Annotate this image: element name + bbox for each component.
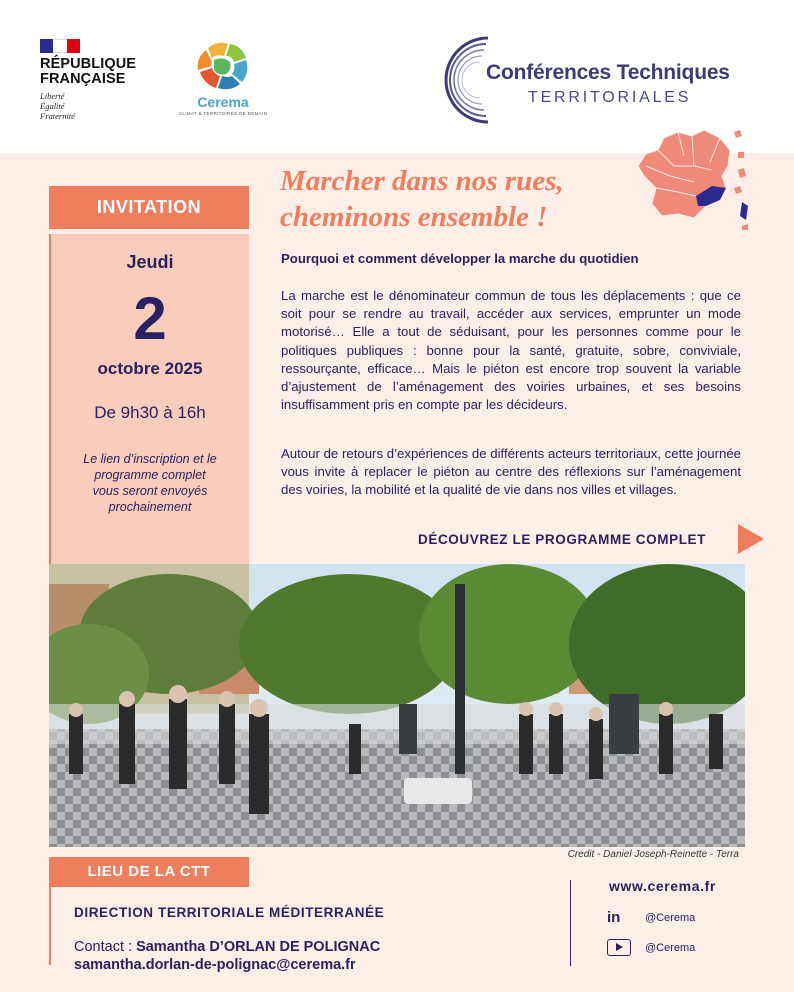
arrow-right-icon[interactable] [738,524,764,554]
linkedin-icon[interactable]: in [607,909,621,926]
photo-credit: Credit - Daniel Joseph-Reinette - Terra [567,849,739,860]
event-day-name: Jeudi [126,252,174,272]
invitation-panel [49,234,249,564]
event-month-year: octobre 2025 [97,359,203,378]
contact-line [74,939,380,955]
event-photo [49,564,745,847]
footer-divider [570,880,571,966]
cerema-logo [173,38,273,116]
venue-accent-bar [49,887,51,965]
youtube-handle[interactable]: @Cerema [645,941,696,954]
event-day-number: 2 [133,285,167,352]
marianne-flag-icon [40,39,80,53]
cerema-name: Cerema [197,94,249,110]
contact-name: Samantha D’ORLAN DE POLIGNAC [136,939,381,955]
venue-badge: LIEU DE LA CTT [49,857,249,887]
ctt-logo [428,34,758,126]
youtube-icon[interactable] [607,939,631,956]
youtube-link[interactable] [607,939,695,956]
contact-label: Contact : [74,939,137,955]
ctt-title-line1: Conférences Techniques [486,61,730,84]
republique-motto: Liberté Égalité Fraternité [40,91,75,121]
cerema-tagline: CLIMAT & TERRITOIRES DE DEMAIN [178,111,268,116]
invitation-badge: INVITATION [49,186,249,229]
event-subtitle: Pourquoi et comment développer la marche du quotidien [281,251,639,266]
france-map-icon [634,126,754,230]
republique-francaise-logo [40,39,150,121]
registration-note: Le lien d’inscription et le programme complet vous seront envoyés prochainement [83,452,217,514]
cerema-logo-icon [188,38,258,94]
venue-direction: DIRECTION TERRITORIALE MÉDITERRANÉE [74,905,385,920]
linkedin-link[interactable] [607,909,695,927]
programme-link[interactable]: DÉCOUVREZ LE PROGRAMME COMPLET [418,532,707,547]
contact-email[interactable]: samantha.dorlan-de-polignac@cerema.fr [74,957,356,973]
linkedin-handle[interactable]: @Cerema [645,912,696,924]
description-paragraph-2: Autour de retours d’expériences de différents acteurs territoriaux, cette journée vous invite à replacer le piéton au centre des réflexions sur l’aménagement des voiries, la mobilité et la qualité de vie dans nos villes et villages. [281,446,741,498]
ctt-title-line2: TERRITORIALES [528,89,692,106]
event-title: Marcher dans nos rues, cheminons ensemble ! [280,165,564,233]
republique-title: RÉPUBLIQUE FRANÇAISE [40,56,137,87]
website-link[interactable]: www.cerema.fr [609,878,716,894]
event-hours: De 9h30 à 16h [94,403,206,422]
description-paragraph-1: La marche est le dénominateur commun de tous les déplacements : que ce soit pour se rendre au travail, accéder aux services, emprunter un mode motorisé… Elle a tout de séduisant, pour les personnes comme pour le politiques publiques : bonne pour la santé, gratuite, sobre, conviviale, ressourçante, efficace… Mais le piéton est encore trop souvent la variable d’ajustement de l’aménagement des voiries urbaines, et ses besoins insuffisamment pris en compte par les décideurs. [281,288,741,413]
